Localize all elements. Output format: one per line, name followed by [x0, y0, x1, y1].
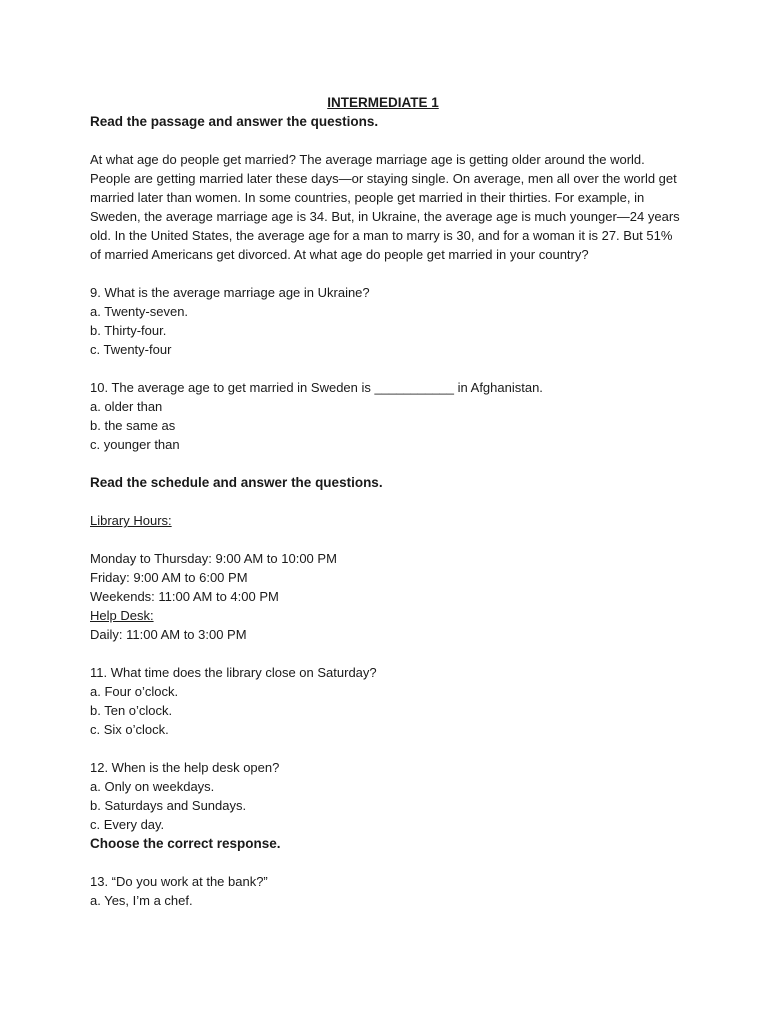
document-content: [90, 93, 680, 910]
answer-option: b. Saturdays and Sundays.: [90, 798, 247, 813]
instruction-schedule: Read the schedule and answer the questions.: [90, 475, 383, 490]
answer-option: c. Every day.: [90, 817, 165, 832]
question-11: [90, 663, 680, 739]
question-text: 9. What is the average marriage age in Ukraine?: [90, 285, 370, 300]
answer-option: a. older than: [90, 399, 163, 414]
answer-option: c. Twenty-four: [90, 342, 172, 357]
schedule-line: Weekends: 11:00 AM to 4:00 PM: [90, 589, 279, 604]
document-title: INTERMEDIATE 1: [327, 95, 439, 110]
schedule-line: Friday: 9:00 AM to 6:00 PM: [90, 570, 248, 585]
helpdesk-heading: Help Desk:: [90, 608, 154, 623]
answer-option: c. younger than: [90, 437, 180, 452]
question-10: [90, 378, 680, 454]
answer-option: a. Yes, I’m a chef.: [90, 893, 193, 908]
instruction-passage: Read the passage and answer the questions.: [90, 114, 379, 129]
question-text: 11. What time does the library close on Saturday?: [90, 665, 377, 680]
question-text: 10. The average age to get married in Sweden is ___________ in Afghanistan.: [90, 380, 543, 395]
schedule-line: Monday to Thursday: 9:00 AM to 10:00 PM: [90, 551, 337, 566]
question-9: [90, 283, 680, 359]
question-text: 12. When is the help desk open?: [90, 760, 280, 775]
instruction-response: Choose the correct response.: [90, 836, 281, 851]
question-text: 13. “Do you work at the bank?”: [90, 874, 268, 889]
helpdesk-line: Daily: 11:00 AM to 3:00 PM: [90, 627, 247, 642]
question-12: [90, 758, 680, 834]
answer-option: a. Four o’clock.: [90, 684, 179, 699]
answer-option: a. Twenty-seven.: [90, 304, 189, 319]
answer-option: b. the same as: [90, 418, 176, 433]
library-schedule: [90, 511, 680, 644]
answer-option: a. Only on weekdays.: [90, 779, 215, 794]
schedule-heading: Library Hours:: [90, 513, 172, 528]
answer-option: b. Ten o’clock.: [90, 703, 173, 718]
question-13: [90, 872, 680, 910]
answer-option: c. Six o’clock.: [90, 722, 169, 737]
answer-option: b. Thirty-four.: [90, 323, 167, 338]
reading-passage: At what age do people get married? The average marriage age is getting older around the world. People are getting married later these days—or staying single. On average, men all over the world get married later than women. In some countries, people get married in their thirties. For example, in Sweden, the average marriage age is 34. But, in Ukraine, the average age is much younger—24 years old. In the United States, the average age for a man to marry is 30, and for a woman it is 27. But 51% of married Americans get divorced. At what age do people get married in your country?: [90, 152, 680, 262]
